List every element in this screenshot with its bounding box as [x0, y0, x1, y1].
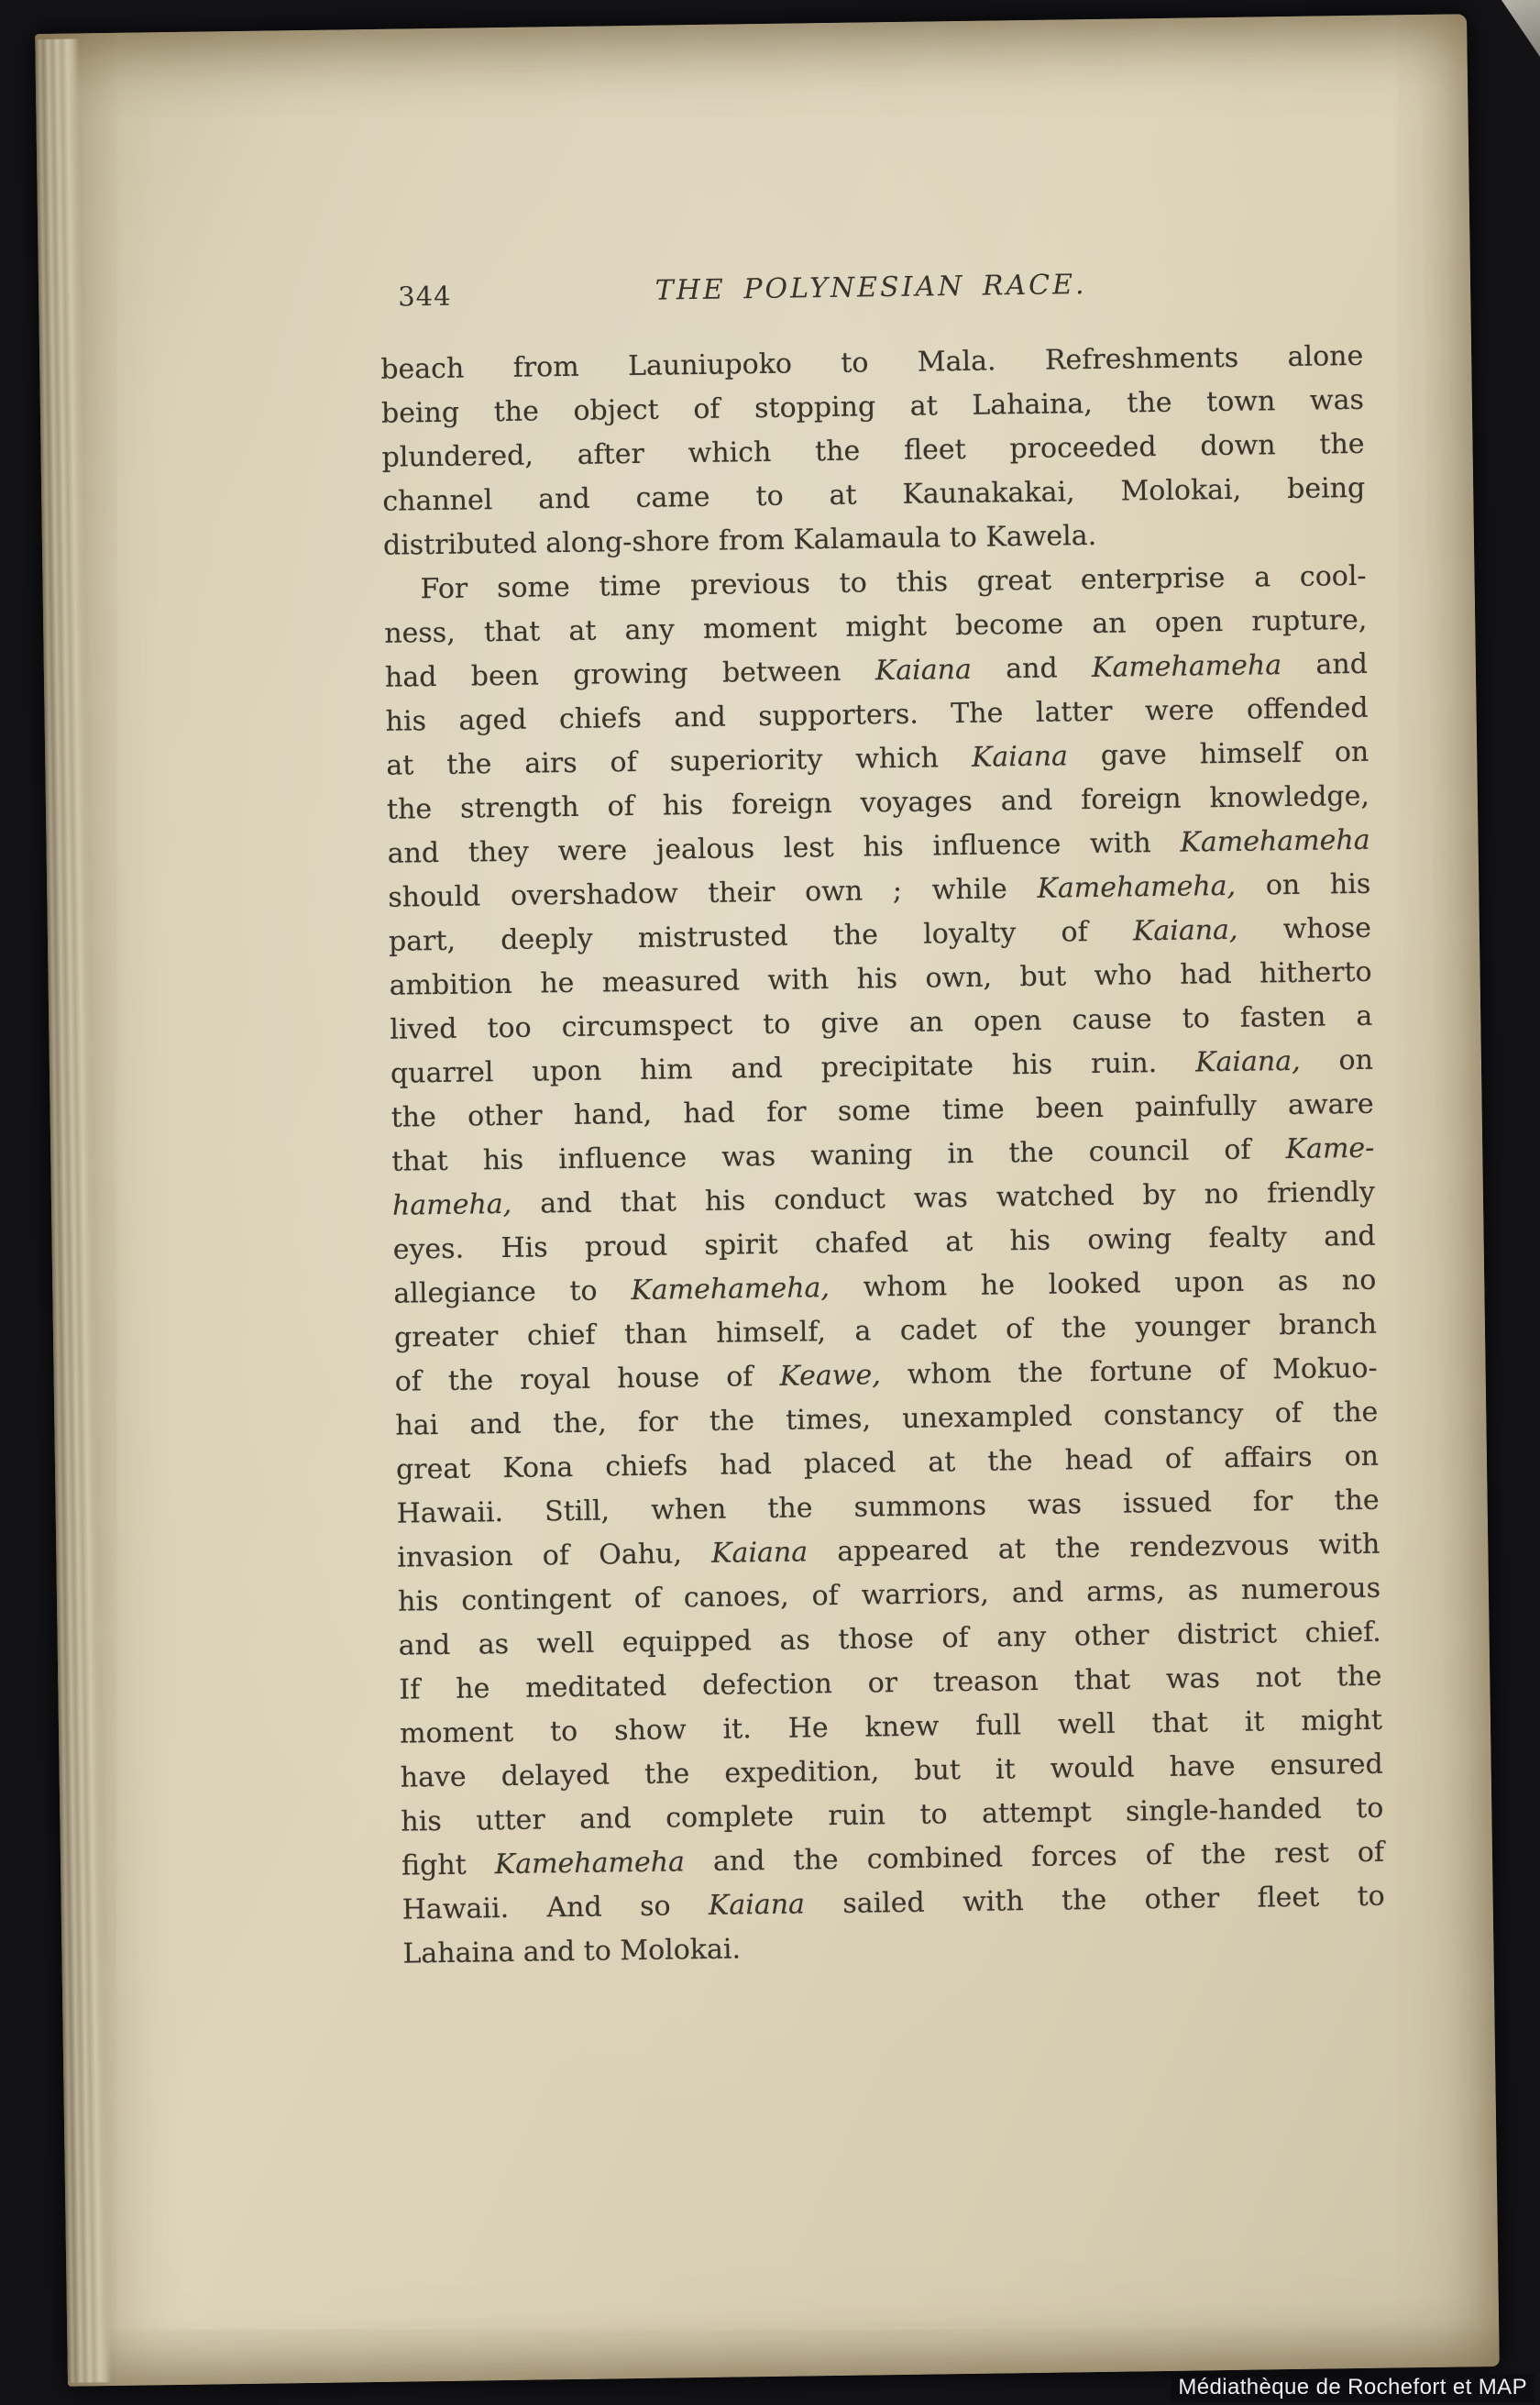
- text-line: that his influence was waning in the council of Kame-: [391, 1131, 1375, 1178]
- watermark: Médiathèque de Rochefort et MAP: [1171, 2374, 1534, 2402]
- running-title: THE POLYNESIAN RACE.: [654, 269, 1087, 307]
- text-line: quarrel upon him and precipitate his ruin. Kaiana, on: [390, 1043, 1374, 1090]
- text-line: had been growing between Kaiana and Kamehameha and: [384, 647, 1369, 694]
- text-line: allegiance to Kamehameha, whom he looked upon as no: [393, 1263, 1377, 1310]
- paragraph: [383, 555, 1385, 1977]
- text-line: his aged chiefs and supporters. The latter were offended: [385, 691, 1369, 738]
- paragraph: [380, 335, 1366, 568]
- page-content: [380, 265, 1386, 1977]
- text-line: great Kona chiefs had placed at the head of affairs on: [395, 1440, 1380, 1486]
- text-line: fight Kamehameha and the combined forces of the rest of: [401, 1836, 1385, 1882]
- text-line: of the royal house of Keawe, whom the fortune of Mokuo-: [394, 1351, 1378, 1398]
- page-header: [380, 265, 1363, 321]
- text-line: ambition he measured with his own, but who had hitherto: [389, 955, 1372, 1002]
- text-line: part, deeply mistrusted the loyalty of Kaiana, whose: [388, 911, 1372, 958]
- text-line: invasion of Oahu, Kaiana appeared at the rendezvous with: [397, 1528, 1380, 1574]
- text-line: moment to show it. He knew full well that it might: [399, 1704, 1383, 1750]
- text-line: eyes. His proud spirit chafed at his owing fealty and: [392, 1219, 1376, 1266]
- book-page: [35, 14, 1500, 2387]
- text-line: For some time previous to this great enterprise a cool-: [420, 559, 1367, 606]
- text-line: channel and came to at Kaunakakai, Molokai, being: [382, 471, 1366, 518]
- page-body: [380, 335, 1386, 1977]
- text-line: his contingent of canoes, of warriors, and arms, as numerous: [397, 1572, 1381, 1618]
- text-line: Hawaii. And so Kaiana sailed with the other fleet to: [402, 1880, 1385, 1926]
- text-line: his utter and complete ruin to attempt single-handed to: [401, 1792, 1384, 1838]
- page-number: 344: [397, 280, 452, 313]
- text-line: ness, that at any moment might become an open rupture,: [384, 603, 1368, 650]
- page-edge-stack: [35, 39, 112, 2382]
- text-line: at the airs of superiority which Kaiana gave himself on: [386, 735, 1370, 782]
- text-line: the other hand, had for some time been painfully aware: [390, 1087, 1374, 1134]
- text-line: If he meditated defection or treason that was not the: [399, 1660, 1382, 1706]
- text-line: lived too circumspect to give an open cause to fasten a: [390, 999, 1373, 1046]
- text-line: plundered, after which the fleet proceeded down the: [381, 427, 1365, 474]
- text-line: hameha, and that his conduct was watched by no friendly: [391, 1175, 1376, 1222]
- text-line: and as well equipped as those of any other district chief.: [398, 1616, 1381, 1662]
- text-line: the strength of his foreign voyages and foreign knowledge,: [386, 779, 1370, 826]
- text-line: and they were jealous lest his influence with Kamehameha: [387, 823, 1370, 870]
- adjacent-page-corner: [1490, 0, 1540, 57]
- text-line: should overshadow their own ; while Kamehameha, on his: [388, 867, 1371, 914]
- text-line: beach from Launiupoko to Mala. Refreshments alone: [380, 339, 1364, 386]
- text-line: greater chief than himself, a cadet of the younger branch: [393, 1307, 1378, 1354]
- text-line: have delayed the expedition, but it would have ensured: [400, 1748, 1383, 1794]
- text-line: hai and the, for the times, unexampled constancy of the: [395, 1396, 1379, 1442]
- text-line: Lahaina and to Molokai.: [402, 1933, 742, 1970]
- text-line: distributed along-shore from Kalamaula to Kawela.: [382, 519, 1097, 562]
- text-line: Hawaii. Still, when the summons was issued for the: [396, 1484, 1380, 1530]
- text-line: being the object of stopping at Lahaina, the town was: [380, 383, 1365, 430]
